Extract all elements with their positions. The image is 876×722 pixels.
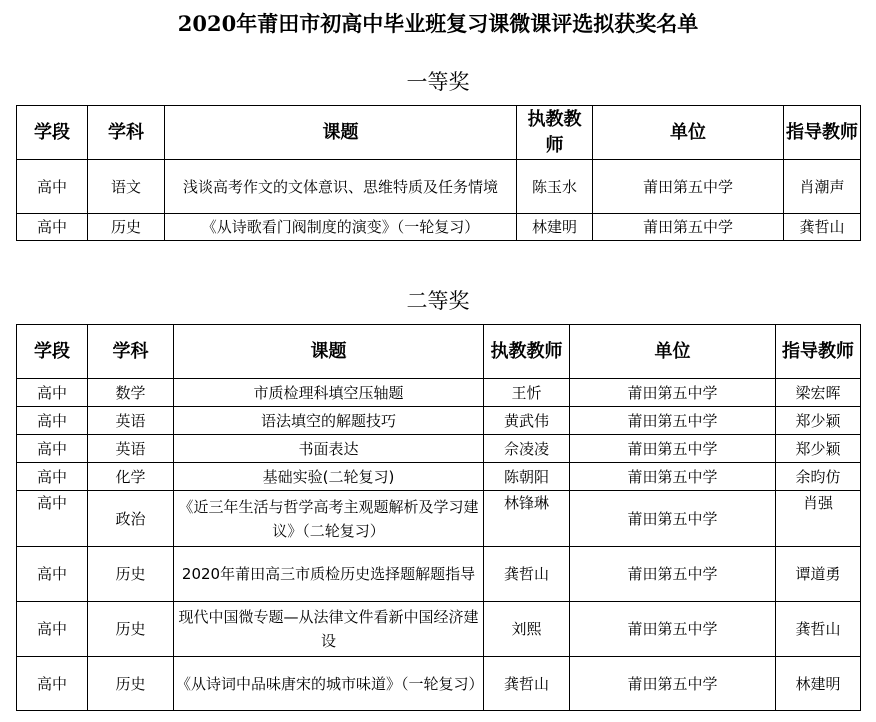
page-title: 2020年莆田市初高中毕业班复习课微课评选拟获奖名单 [177,11,699,36]
cell-advisor: 余昀仿 [776,463,861,491]
second-prize-table [16,324,861,711]
cell-topic: 《近三年生活与哲学高考主观题解析及学习建议》（二轮复习） [174,491,484,547]
cell-unit: 莆田第五中学 [570,435,776,463]
cell-stage: 高中 [17,547,88,602]
cell-unit: 莆田第五中学 [570,407,776,435]
cell-unit: 莆田第五中学 [570,463,776,491]
header-stage: 学段 [17,325,88,379]
cell-stage: 高中 [17,657,88,711]
cell-unit: 莆田第五中学 [570,547,776,602]
table-row [17,463,861,491]
cell-stage: 高中 [17,379,88,407]
cell-topic: 浅谈高考作文的文体意识、思维特质及任务情境 [165,160,517,214]
cell-stage: 高中 [17,435,88,463]
table-row [17,379,861,407]
header-advisor: 指导教师 [784,106,861,160]
cell-subject: 语文 [88,160,165,214]
header-topic: 课题 [174,325,484,379]
header-subject: 学科 [88,106,165,160]
cell-teacher: 龚哲山 [484,547,570,602]
header-stage: 学段 [17,106,88,160]
cell-stage: 高中 [17,160,88,214]
table-row [17,547,861,602]
cell-teacher: 林建明 [517,214,593,241]
cell-teacher: 陈玉水 [517,160,593,214]
cell-advisor: 梁宏晖 [776,379,861,407]
cell-unit: 莆田第五中学 [570,602,776,657]
cell-subject: 英语 [88,407,174,435]
cell-unit: 莆田第五中学 [593,160,784,214]
cell-topic: 《从诗歌看门阀制度的演变》（一轮复习） [165,214,517,241]
cell-teacher: 龚哲山 [484,657,570,711]
cell-advisor: 郑少颖 [776,435,861,463]
cell-teacher: 王忻 [484,379,570,407]
header-advisor: 指导教师 [776,325,861,379]
cell-advisor: 龚哲山 [784,214,861,241]
cell-stage: 高中 [17,407,88,435]
cell-advisor: 肖强 [776,491,861,547]
header-unit: 单位 [570,325,776,379]
cell-subject: 历史 [88,214,165,241]
cell-subject: 政治 [88,491,174,547]
cell-topic: 现代中国微专题—从法律文件看新中国经济建设 [174,602,484,657]
cell-teacher: 黄武伟 [484,407,570,435]
cell-stage: 高中 [17,602,88,657]
cell-teacher: 佘凌凌 [484,435,570,463]
first-prize-table [16,105,861,241]
table-row [17,407,861,435]
cell-topic: 基础实验(二轮复习) [174,463,484,491]
cell-subject: 化学 [88,463,174,491]
cell-stage: 高中 [17,214,88,241]
cell-topic: 语法填空的解题技巧 [174,407,484,435]
cell-teacher: 陈朝阳 [484,463,570,491]
table-row [17,214,861,241]
table-row [17,657,861,711]
table-row [17,160,861,214]
table-header-row [17,106,861,160]
cell-teacher: 刘熙 [484,602,570,657]
table-header-row [17,325,861,379]
cell-unit: 莆田第五中学 [593,214,784,241]
cell-advisor: 郑少颖 [776,407,861,435]
section-title-first-prize: 一等奖 [406,70,470,94]
cell-topic: 书面表达 [174,435,484,463]
cell-stage: 高中 [17,491,88,547]
cell-topic: 市质检理科填空压轴题 [174,379,484,407]
cell-teacher: 林锋琳 [484,491,570,547]
header-teacher: 执教教师 [484,325,570,379]
cell-unit: 莆田第五中学 [570,657,776,711]
section-title-second-prize: 二等奖 [406,289,470,313]
cell-subject: 数学 [88,379,174,407]
table-row [17,491,861,547]
cell-unit: 莆田第五中学 [570,379,776,407]
cell-advisor: 龚哲山 [776,602,861,657]
cell-topic: 《从诗词中品味唐宋的城市味道》（一轮复习） [174,657,484,711]
header-teacher: 执教教师 [517,106,593,160]
cell-subject: 历史 [88,547,174,602]
cell-advisor: 林建明 [776,657,861,711]
cell-advisor: 谭道勇 [776,547,861,602]
cell-subject: 历史 [88,602,174,657]
header-unit: 单位 [593,106,784,160]
cell-subject: 历史 [88,657,174,711]
header-subject: 学科 [88,325,174,379]
cell-stage: 高中 [17,463,88,491]
cell-unit: 莆田第五中学 [570,491,776,547]
cell-topic: 2020年莆田高三市质检历史选择题解题指导 [174,547,484,602]
table-row [17,435,861,463]
cell-advisor: 肖潮声 [784,160,861,214]
table-row [17,602,861,657]
header-topic: 课题 [165,106,517,160]
cell-subject: 英语 [88,435,174,463]
